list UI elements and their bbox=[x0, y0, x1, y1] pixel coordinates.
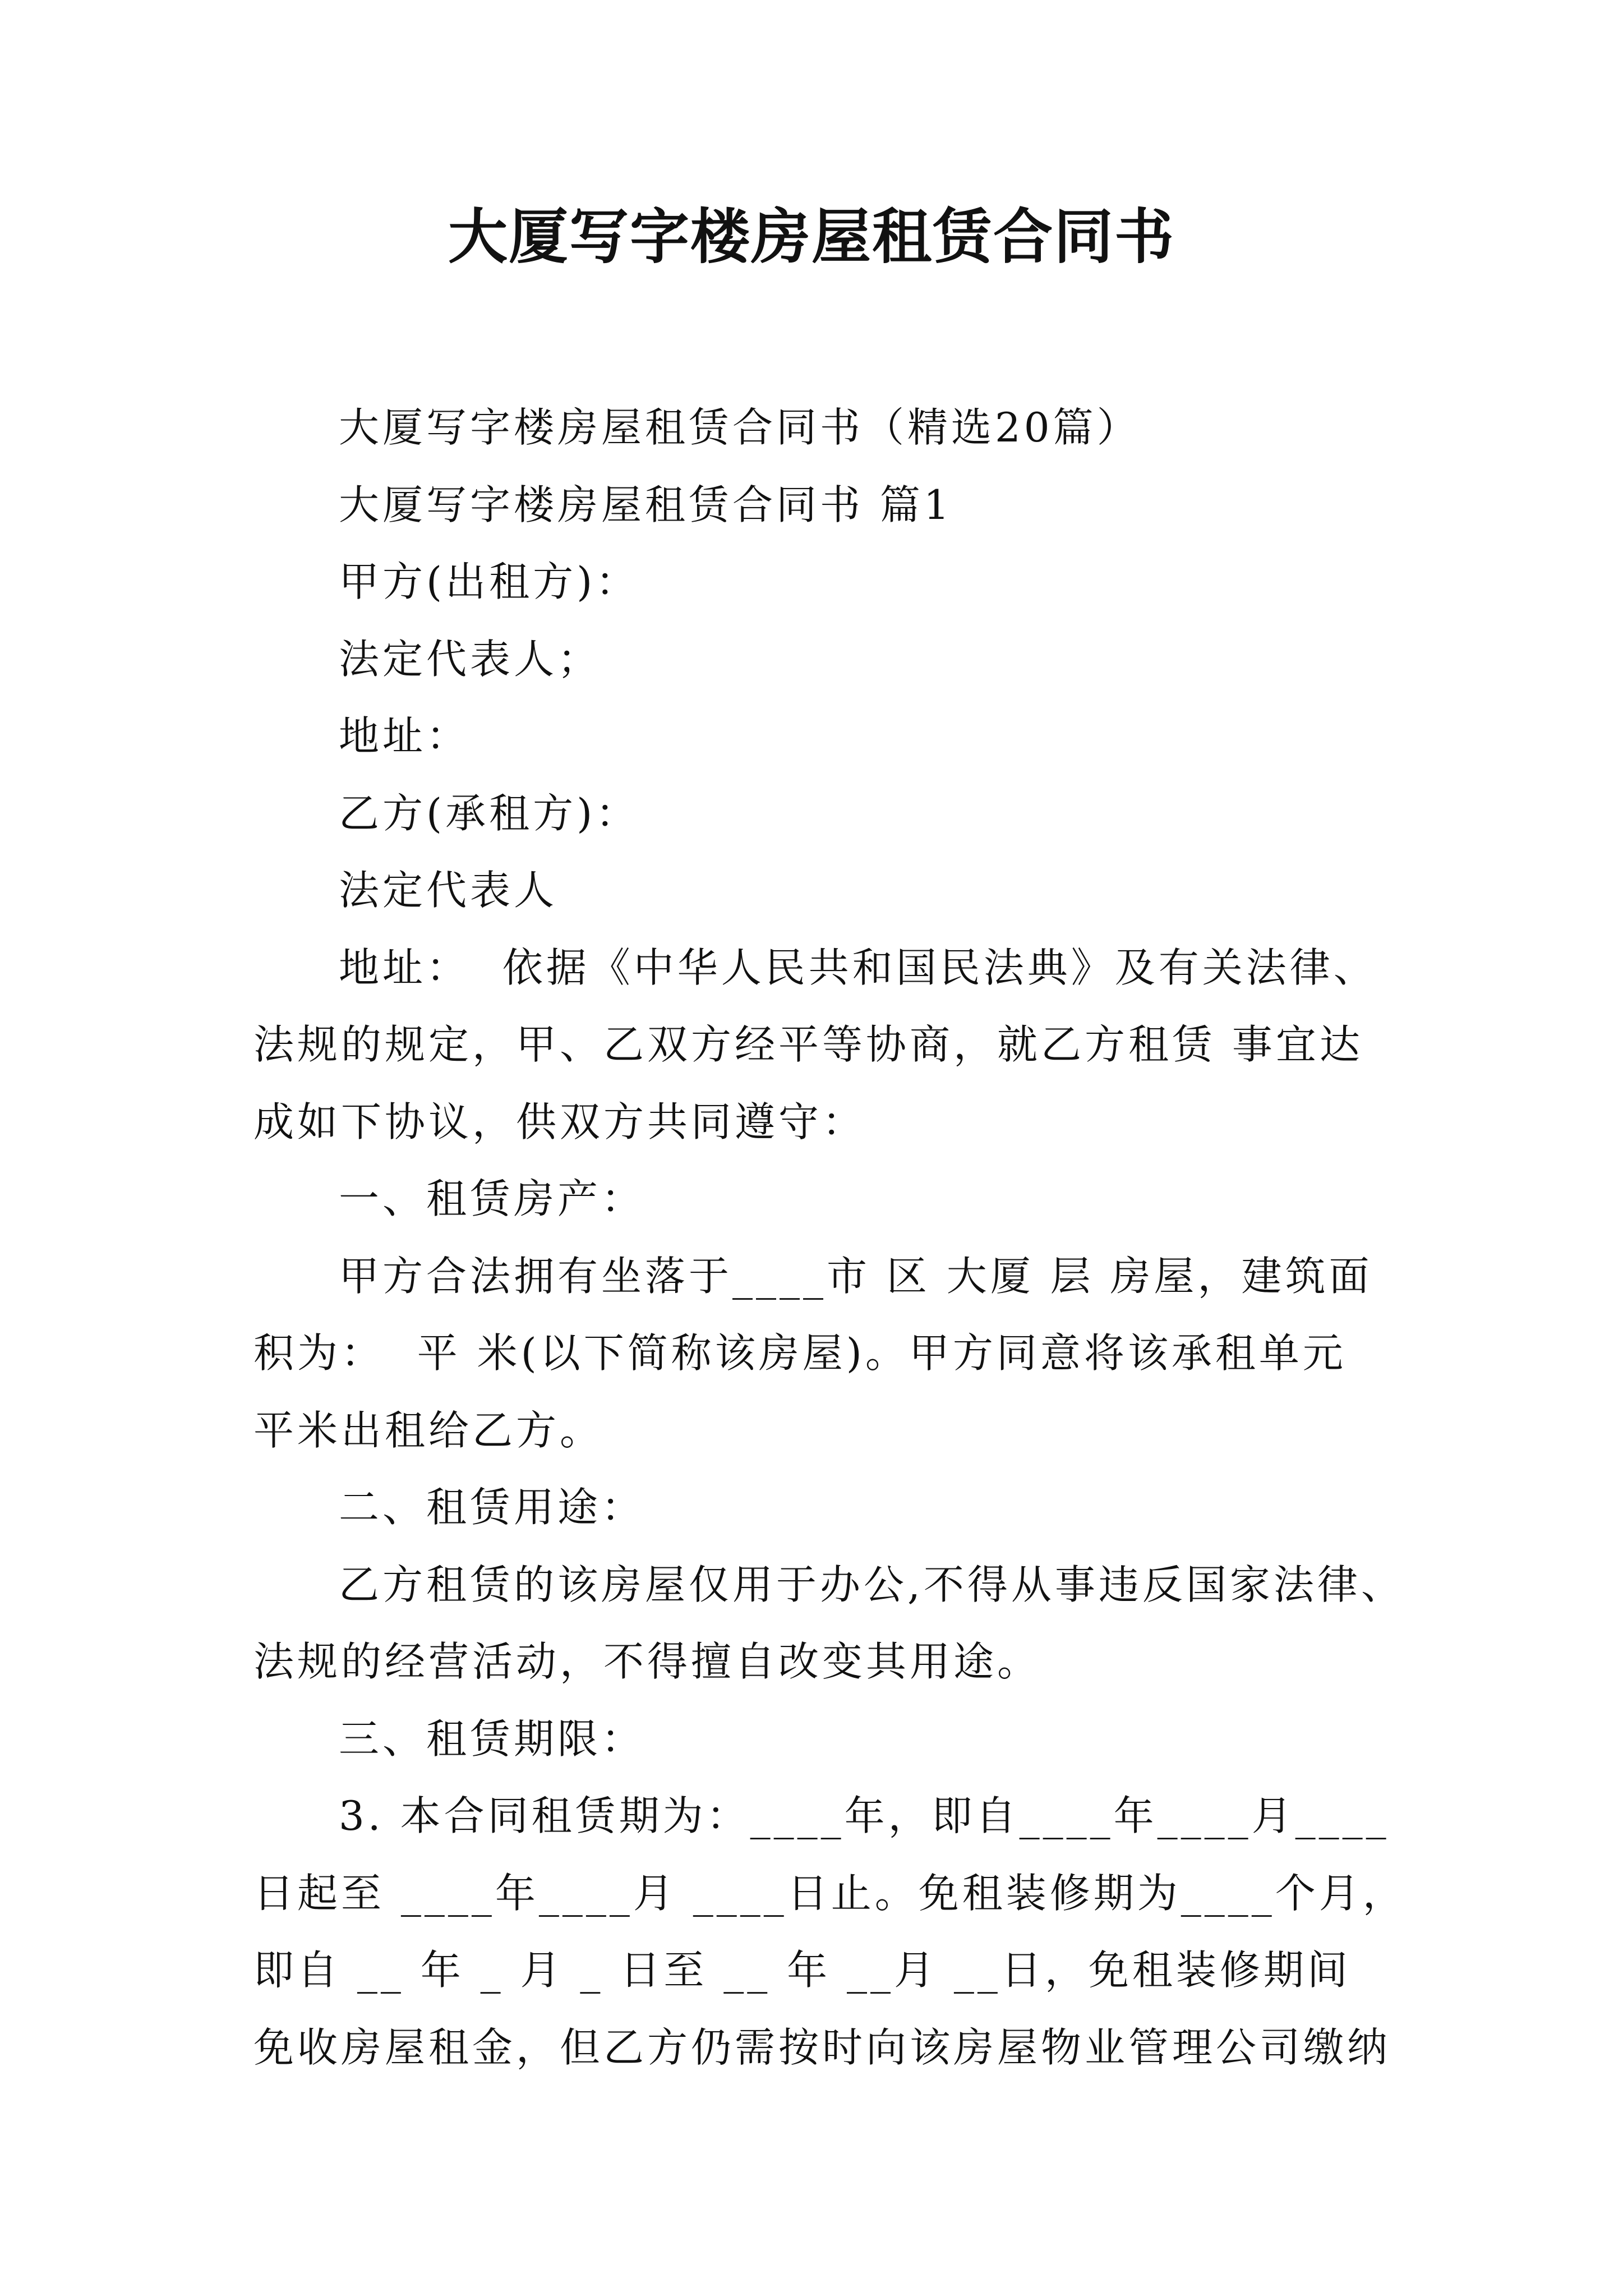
paragraph-line: 免收房屋租金，但乙方仍需按时向该房屋物业管理公司缴纳 bbox=[253, 2023, 1391, 2071]
paragraph-line: 地址： 依据《中华人民共和国民法典》及有关法律、 bbox=[339, 944, 1377, 991]
paragraph-line: 积为： 平 米(以下简称该房屋)。甲方同意将该承租单元 bbox=[253, 1329, 1347, 1377]
paragraph-line: 乙方(承租方)： bbox=[339, 789, 640, 837]
paragraph-line: 大厦写字楼房屋租赁合同书 篇1 bbox=[339, 481, 953, 528]
paragraph-line: 即自 __ 年 _ 月 _ 日至 __ 年 __月 __日，免租装修期间 bbox=[253, 1947, 1351, 1994]
paragraph-line: 地址： bbox=[339, 712, 471, 760]
document-title: 大厦写字楼房屋租赁合同书 bbox=[448, 203, 1175, 272]
paragraph-line: 平米出租给乙方。 bbox=[253, 1406, 604, 1454]
paragraph-line: 甲方合法拥有坐落于____市 区 大厦 层 房屋，建筑面 bbox=[339, 1252, 1373, 1300]
paragraph-line: 日起至 ____年____月 ____日止。免租装修期为____个月， bbox=[253, 1869, 1407, 1917]
paragraph-line: 法规的规定，甲、乙双方经平等协商，就乙方租赁 事宜达 bbox=[253, 1021, 1363, 1068]
paragraph-line: 成如下协议，供双方共同遵守： bbox=[253, 1098, 866, 1145]
paragraph-line: 大厦写字楼房屋租赁合同书（精选20篇） bbox=[339, 404, 1141, 451]
paragraph-line: 法定代表人； bbox=[339, 635, 602, 683]
paragraph-line: 法定代表人 bbox=[339, 867, 558, 914]
paragraph-line: 法规的经营活动，不得擅自改变其用途。 bbox=[253, 1638, 1041, 1685]
paragraph-line: 一、租赁房产： bbox=[339, 1175, 645, 1222]
paragraph-line: 三、租赁期限： bbox=[339, 1715, 645, 1763]
document-body bbox=[253, 389, 1407, 2086]
paragraph-line: 二、租赁用途： bbox=[339, 1484, 645, 1531]
paragraph-line: 甲方(出租方)： bbox=[339, 558, 640, 605]
paragraph-line: 乙方租赁的该房屋仅用于办公,不得从事违反国家法律、 bbox=[339, 1561, 1405, 1608]
paragraph-line: 3. 本合同租赁期为：____年，即自____年____月____ bbox=[339, 1792, 1390, 1839]
